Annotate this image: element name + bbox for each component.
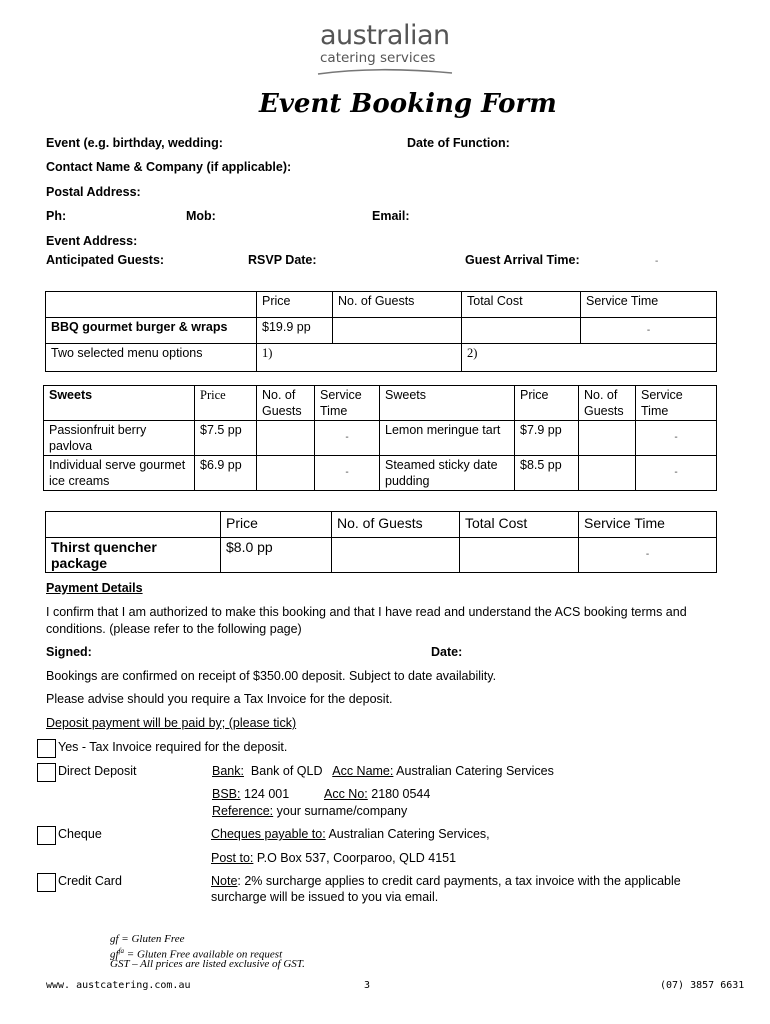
sweet-item: Steamed sticky date pudding [380,456,515,491]
deposit-heading: Deposit payment will be paid by; (please tick) [46,716,297,730]
bbq-table [45,291,717,372]
table-header-empty [46,292,257,318]
footnote-gfa-code: gf [110,948,119,961]
sweet-service-cell[interactable]: - [636,456,717,491]
menu-option-1-cell[interactable] [257,344,462,372]
credit-card-label: Credit Card [58,874,122,888]
footer-page-number: 3 [364,980,371,991]
sweet-service-cell[interactable]: - [636,421,717,456]
note-label: Note [211,874,238,888]
table-header-service: Service Time [581,292,717,318]
bbq-header-row [46,292,717,318]
footnote-gf: gf = Gluten Free [110,933,185,945]
email-label: Email: [372,209,410,223]
thirst-total-cell[interactable] [460,538,579,573]
direct-deposit-label: Direct Deposit [58,764,137,778]
direct-deposit-checkbox[interactable] [37,763,56,782]
footnote-gfa-text: = Gluten Free available on request [124,948,283,961]
sweets-header-guests-right: No. of Guests [579,386,636,421]
table-header-price: Price [257,292,333,318]
menu-option-1-label: 1) [262,346,273,360]
table-header-guests: No. of Guests [333,292,462,318]
sweets-header-row [44,386,717,421]
acc-no-value: 2180 0544 [371,787,431,801]
thirst-guests-cell[interactable] [332,538,460,573]
sweet-price: $6.9 pp [195,456,257,491]
post-to-value: P.O Box 537, Coorparoo, QLD 4151 [256,851,457,865]
sweet-service-cell[interactable]: - [315,456,380,491]
cheque-payable-value: Australian Catering Services, [328,827,490,841]
footnote-gst: GST – All prices are listed exclusive of GST. [110,958,305,970]
reference-details [212,804,407,818]
cheque-details [211,827,490,841]
thirst-header-row [46,512,717,538]
sweets-header-service-right: Service Time [636,386,717,421]
sweet-guests-cell[interactable] [257,456,315,491]
postal-address-label: Postal Address: [46,185,141,199]
bank-label: Bank: [212,764,244,778]
menu-option-2-cell[interactable] [462,344,717,372]
table-header-total: Total Cost [462,292,581,318]
post-to-label: Post to: [211,851,254,865]
acc-no-details [324,787,430,801]
payment-heading: Payment Details [46,581,143,595]
table-header-price: Price [221,512,332,538]
sweet-guests-cell[interactable] [257,421,315,456]
note-text: : 2% surcharge applies to credit card payments, a tax invoice with the applicable [237,874,681,888]
reference-label: Reference: [212,804,274,818]
footer-phone: (07) 3857 6631 [660,980,745,991]
sweet-item: Individual serve gourmet ice creams [44,456,195,491]
table-row [46,318,717,344]
bsb-details [212,787,289,801]
sweet-guests-cell[interactable] [579,456,636,491]
credit-card-checkbox[interactable] [37,873,56,892]
tax-invoice-checkbox[interactable] [37,739,56,758]
signed-label: Signed: [46,645,92,659]
sweet-service-cell[interactable]: - [315,421,380,456]
sweets-header-service-left: Service Time [315,386,380,421]
table-header-total: Total Cost [460,512,579,538]
table-row [44,421,717,456]
confirm-text: I confirm that I am authorized to make this booking and that I have read and understand the ACS booking terms and conditions. (please refer to the following page) [46,605,687,636]
cheque-payable-label: Cheques payable to: [211,827,326,841]
table-row [44,456,717,491]
sweet-price: $8.5 pp [515,456,579,491]
card-note-line2: surcharge will be issued to you via email. [211,890,439,904]
event-label: Event (e.g. birthday, wedding: [46,136,223,150]
thirst-service-cell[interactable]: - [579,538,717,573]
bbq-guests-cell[interactable] [333,318,462,344]
event-address-label: Event Address: [46,234,138,248]
acc-no-label: Acc No: [324,787,368,801]
date-label: Date: [431,645,463,659]
sweet-guests-cell[interactable] [579,421,636,456]
post-details [211,851,456,865]
tax-advise-text: Please advise should you require a Tax Invoice for the deposit. [46,692,393,706]
bbq-item: BBQ gourmet burger & wraps [46,318,257,344]
bank-value: Bank of QLD [250,764,323,778]
date-of-function-label: Date of Function: [407,136,510,150]
acc-name-value: Australian Catering Services [396,764,554,778]
cheque-checkbox[interactable] [37,826,56,845]
rsvp-date-label: RSVP Date: [248,253,317,267]
table-header-guests: No. of Guests [332,512,460,538]
bsb-value: 124 001 [243,787,290,801]
thirst-price: $8.0 pp [221,538,332,573]
acc-name-label: Acc Name: [332,764,394,778]
sweets-header-left: Sweets [44,386,195,421]
sweet-item: Lemon meringue tart [380,421,515,456]
page-title: Event Booking Form [259,89,557,119]
bbq-service-cell[interactable]: - [581,318,717,344]
table-row [46,538,717,573]
bbq-price: $19.9 pp [257,318,333,344]
tax-invoice-label: Yes - Tax Invoice required for the deposit. [58,740,288,754]
thirst-item: Thirst quencher package [46,538,221,573]
menu-options-label: Two selected menu options [46,344,257,372]
sweet-price: $7.5 pp [195,421,257,456]
sweet-item: Passionfruit berry pavlova [44,421,195,456]
sweets-header-guests-left: No. of Guests [257,386,315,421]
logo-text-australian: australian [320,20,450,51]
bsb-label: BSB: [212,787,241,801]
mobile-label: Mob: [186,209,216,223]
table-header-empty [46,512,221,538]
bank-details [212,764,554,778]
logo-text-catering: catering services [320,50,436,66]
footnote-gfa-sup: fa [118,947,125,955]
footer-url: www. austcatering.com.au [46,980,191,991]
guest-arrival-label: Guest Arrival Time: [465,253,580,267]
sweets-table [43,385,717,491]
thirst-table [45,511,717,573]
table-header-service: Service Time [579,512,717,538]
anticipated-guests-label: Anticipated Guests: [46,253,165,267]
cheque-label: Cheque [58,827,102,841]
sweet-price: $7.9 pp [515,421,579,456]
bookings-text: Bookings are confirmed on receipt of $350.00 deposit. Subject to date availability. [46,669,497,683]
sweets-header-right: Sweets [380,386,515,421]
contact-label: Contact Name & Company (if applicable): [46,160,292,174]
table-row [46,344,717,372]
phone-label: Ph: [46,209,67,223]
reference-value: your surname/company [276,804,408,818]
sweets-header-price-right: Price [515,386,579,421]
sweets-header-price-left: Price [195,386,257,421]
bbq-total-cell[interactable] [462,318,581,344]
menu-option-2-label: 2) [467,346,478,360]
card-note-line1 [211,874,681,888]
arrival-dash: - [655,256,659,267]
logo-swoosh-icon [316,64,456,78]
